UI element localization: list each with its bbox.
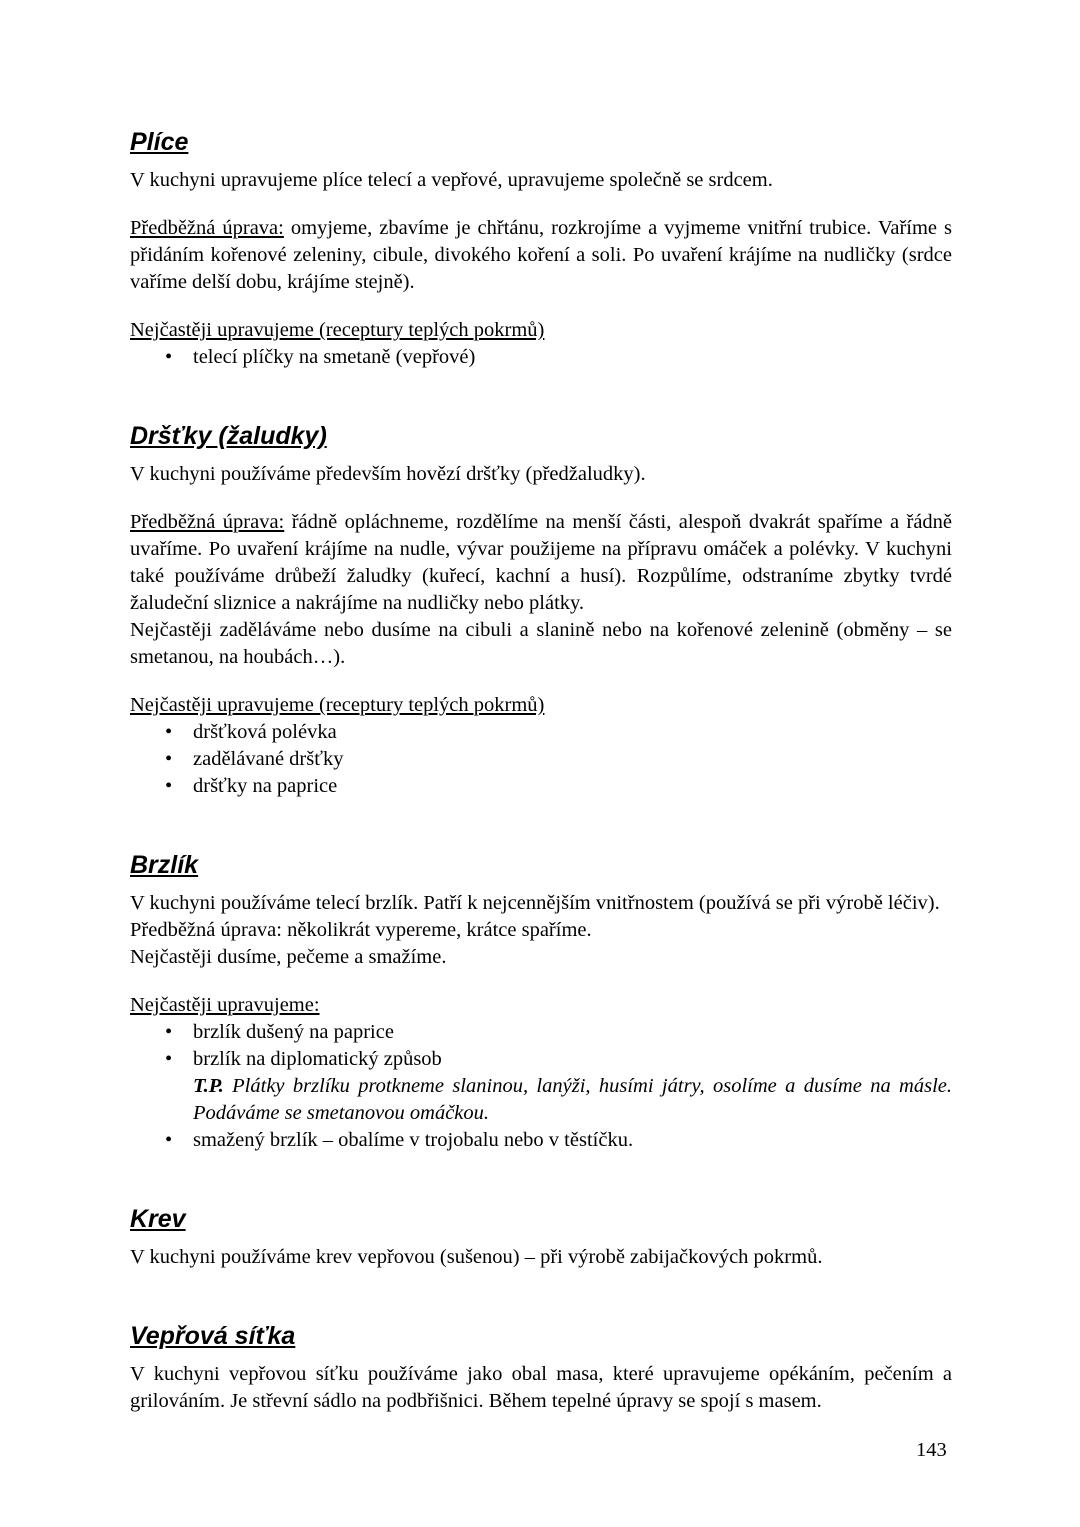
- drstky-prep-paragraph: [130, 509, 952, 617]
- section-heading-drstky: Dršťky (žaludky): [130, 422, 327, 450]
- list-item: • dršťková polévka: [130, 719, 952, 746]
- list-item: • telecí plíčky na smetaně (vepřové): [130, 344, 952, 371]
- brzlik-recipes-label: [130, 992, 952, 1019]
- section-brzlik: [130, 849, 952, 1154]
- plice-recipes-label: [130, 317, 952, 344]
- drstky-recipes-label-text: Nejčastěji upravujeme (receptury teplých pokrmů): [130, 694, 545, 716]
- section-veprova-sitka: [130, 1320, 952, 1415]
- section-heading-brzlik: Brzlík: [130, 851, 199, 879]
- list-item: [130, 1046, 952, 1073]
- brzlik-tp-note: [130, 1073, 952, 1127]
- drstky-recipes-list: [130, 719, 952, 800]
- plice-prep-paragraph: [130, 215, 952, 296]
- list-item: • zadělávané dršťky: [130, 746, 952, 773]
- plice-intro: V kuchyni upravujeme plíce telecí a vepřové, upravujeme společně se srdcem.: [130, 169, 773, 191]
- brzlik-intro: V kuchyni používáme telecí brzlík. Patří k nejcennějším vnitřnostem (používá se při výrobě léčiv).: [130, 892, 940, 914]
- section-plice: [130, 126, 952, 371]
- plice-prep-label: Předběžná úprava:: [130, 217, 284, 239]
- list-item: • smažený brzlík – obalíme v trojobalu nebo v těstíčku.: [130, 1127, 952, 1154]
- page-number: 143: [916, 1439, 947, 1461]
- drstky-prep-label: Předběžná úprava:: [130, 511, 285, 533]
- section-krev: [130, 1203, 952, 1271]
- plice-recipes-list: [130, 344, 952, 371]
- plice-recipes-label-text: Nejčastěji upravujeme (receptury teplých pokrmů): [130, 319, 545, 341]
- veprova-sitka-intro: V kuchyni vepřovou síťku používáme jako obal masa, které upravujeme opékáním, pečením a grilováním. Je střevní sádlo na podbřišnici. Během tepelné úpravy se spojí s masem.: [130, 1363, 952, 1412]
- drstky-intro: V kuchyni používáme především hovězí dršťky (předžaludky).: [130, 463, 646, 485]
- page-content: [130, 126, 952, 1415]
- section-heading-krev: Krev: [130, 1205, 186, 1233]
- drstky-recipes-label: [130, 692, 952, 719]
- tp-label: T.P.: [193, 1075, 224, 1097]
- tp-text: Plátky brzlíku protkneme slaninou, lanýži, husími játry, osolíme a dusíme na másle. Podáváme se smetanovou omáčkou.: [193, 1075, 953, 1124]
- brzlik-recipes-list: [130, 1019, 952, 1073]
- krev-intro: V kuchyni používáme krev vepřovou (sušenou) – při výrobě zabijačkových pokrmů.: [130, 1246, 823, 1268]
- section-heading-veprova-sitka: Vepřová síťka: [130, 1322, 296, 1350]
- brzlik-recipes-label-text: Nejčastěji upravujeme:: [130, 994, 320, 1016]
- plice-prep-text: omyjeme, zbavíme je chřtánu, rozkrojíme a vyjmeme vnitřní trubice. Vaříme s přidáním kořenové zeleniny, cibule, divokého koření a soli. Po uvaření krájíme na nudličky (srdce vaříme delší dobu, krájíme stejně).: [130, 217, 953, 293]
- list-item: • dršťky na paprice: [130, 773, 952, 800]
- section-heading-plice: Plíce: [130, 128, 189, 156]
- list-item: • brzlík dušený na paprice: [130, 1019, 952, 1046]
- brzlik-method-line: Nejčastěji dusíme, pečeme a smažíme.: [130, 946, 447, 968]
- brzlik-prep-line: Předběžná úprava: několikrát vypereme, krátce spaříme.: [130, 919, 592, 941]
- brzlik-recipe2-text: brzlík na diplomatický způsob: [193, 1048, 442, 1070]
- brzlik-recipes-list-2: [130, 1127, 952, 1154]
- section-drstky: [130, 420, 952, 800]
- drstky-prep-text: řádně opláchneme, rozdělíme na menší části, alespoň dvakrát spaříme a řádně uvaříme. Po uvaření krájíme na nudle, vývar použijeme na přípravu omáček a polévky. V kuchyni také používáme drůbeží žaludky (kuřecí, kachní a husí). Rozpůlíme, odstraníme zbytky tvrdé žaludeční sliznice a nakrájíme na nudličky nebo plátky.: [130, 511, 953, 614]
- drstky-extra-paragraph: Nejčastěji zaděláváme nebo dusíme na cibuli a slanině nebo na kořenové zelenině (obměny – se smetanou, na houbách…).: [130, 619, 952, 668]
